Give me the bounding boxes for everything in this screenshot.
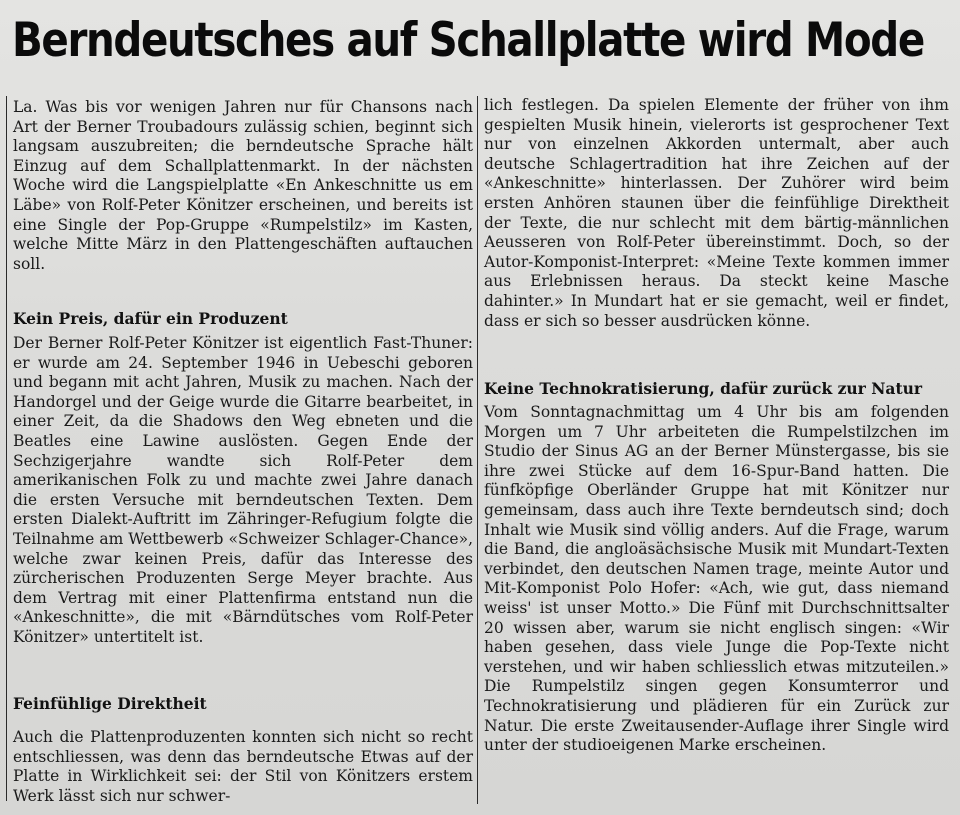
right-column	[477, 96, 949, 804]
article-headline: Berndeutsches auf Schallplatte wird Mode	[12, 13, 924, 68]
left-column	[6, 96, 473, 805]
article-paragraph: Auch die Plattenproduzenten konnten sich nicht so recht entschliessen, was denn das berndeutsche Etwas auf der Platte in Wirklichkeit sei: der Stil von Könitzers erstem Werk lässt sich nur schwer-	[13, 728, 473, 805]
article-paragraph: Der Berner Rolf-Peter Könitzer ist eigentlich Fast-Thuner: er wurde am 24. September 1946 in Uebeschi geboren und begann mit acht Jahren, Musik zu machen. Nach der Handorgel und der Geige wurde die Gitarre bearbeitet, in einer Zeit, da die Shadows den Weg ebneten und die Beatles eine Lawine auslösten. Gegen Ende der Sechzigerjahre wandte sich Rolf-Peter dem amerikanischen Folk zu und machte zwei Jahre danach die ersten Versuche mit berndeutschen Texten. Dem ersten Dialekt-Auftritt im Zähringer-Refugium folgte die Teilnahme am Wettbewerb «Schweizer Schlager-Chance», welche zwar keinen Preis, dafür das Interesse des zürcherischen Produzenten Serge Meyer brachte. Aus dem Vertrag mit einer Plattenfirma entstand nun die «Ankeschnitte», die mit «Bärndütsches vom Rolf-Peter Könitzer» untertitelt ist.	[13, 334, 473, 646]
article-paragraph: La. Was bis vor wenigen Jahren nur für Chansons nach Art der Berner Troubadours zulässig schien, beginnt sich langsam auszubreiten; die berndeutsche Sprache hält Einzug auf dem Schallplattenmarkt. In der nächsten Woche wird die Langspielplatte «En Ankeschnitte us em Läbe» von Rolf-Peter Könitzer erscheinen, und bereits ist eine Single der Pop-Gruppe «Rumpelstilz» im Kasten, welche Mitte März in den Plattengeschäften auftauchen soll.	[13, 98, 473, 273]
article-subheading: Feinfühlige Direktheit	[13, 694, 207, 713]
article-paragraph: lich festlegen. Da spielen Elemente der früher von ihm gespielten Musik hinein, vielerorts ist gesprochener Text nur von einzelnen Akkorden untermalt, aber auch deutsche Schlagertradition hat ihre Zeichen auf der «Ankeschnitte» hinterlassen. Der Zuhörer wird beim ersten Anhören staunen über die feinfühlige Direktheit der Texte, die nur schlecht mit dem bärtig-männlichen Aeusseren von Rolf-Peter übereinstimmt. Doch, so der Autor-Komponist-Interpret: «Meine Texte kommen immer aus Erlebnissen heraus. Da steckt keine Masche dahinter.» In Mundart hat er sie gemacht, weil er findet, dass er sich so besser ausdrücken könne.	[484, 96, 949, 330]
article-subheading: Kein Preis, dafür ein Produzent	[13, 309, 288, 328]
article-subheading: Keine Technokratisierung, dafür zurück zur Natur	[484, 379, 923, 398]
article-paragraph: Vom Sonntagnachmittag um 4 Uhr bis am folgenden Morgen um 7 Uhr arbeiteten die Rumpelstilzchen im Studio der Sinus AG an der Berner Münstergasse, bis sie ihre zwei Stücke auf dem 16-Spur-Band hatten. Die fünfköpfige Oberländer Gruppe hat mit Könitzer nur gemeinsam, dass auch ihre Texte berndeutsch sind; doch Inhalt wie Musik sind völlig anders. Auf die Frage, warum die Band, die angloäsächsische Musik mit Mundart-Texten verbindet, den deutschen Namen trage, meinte Autor und Mit-Komponist Polo Hofer: «Ach, wie gut, dass niemand weiss' ist unser Motto.» Die Fünf mit Durchschnittsalter 20 wissen aber, warum sie nicht englisch singen: «Wir haben gesehen, dass viele Junge die Pop-Texte nicht verstehen, und wir haben schliesslich etwas mitzuteilen.» Die Rumpelstilz singen gegen Konsumterror und Technokratisierung und plädieren für ein Zurück zur Natur. Die erste Zweitausender-Auflage ihrer Single wird unter der studioeigenen Marke erscheinen.	[484, 403, 949, 755]
